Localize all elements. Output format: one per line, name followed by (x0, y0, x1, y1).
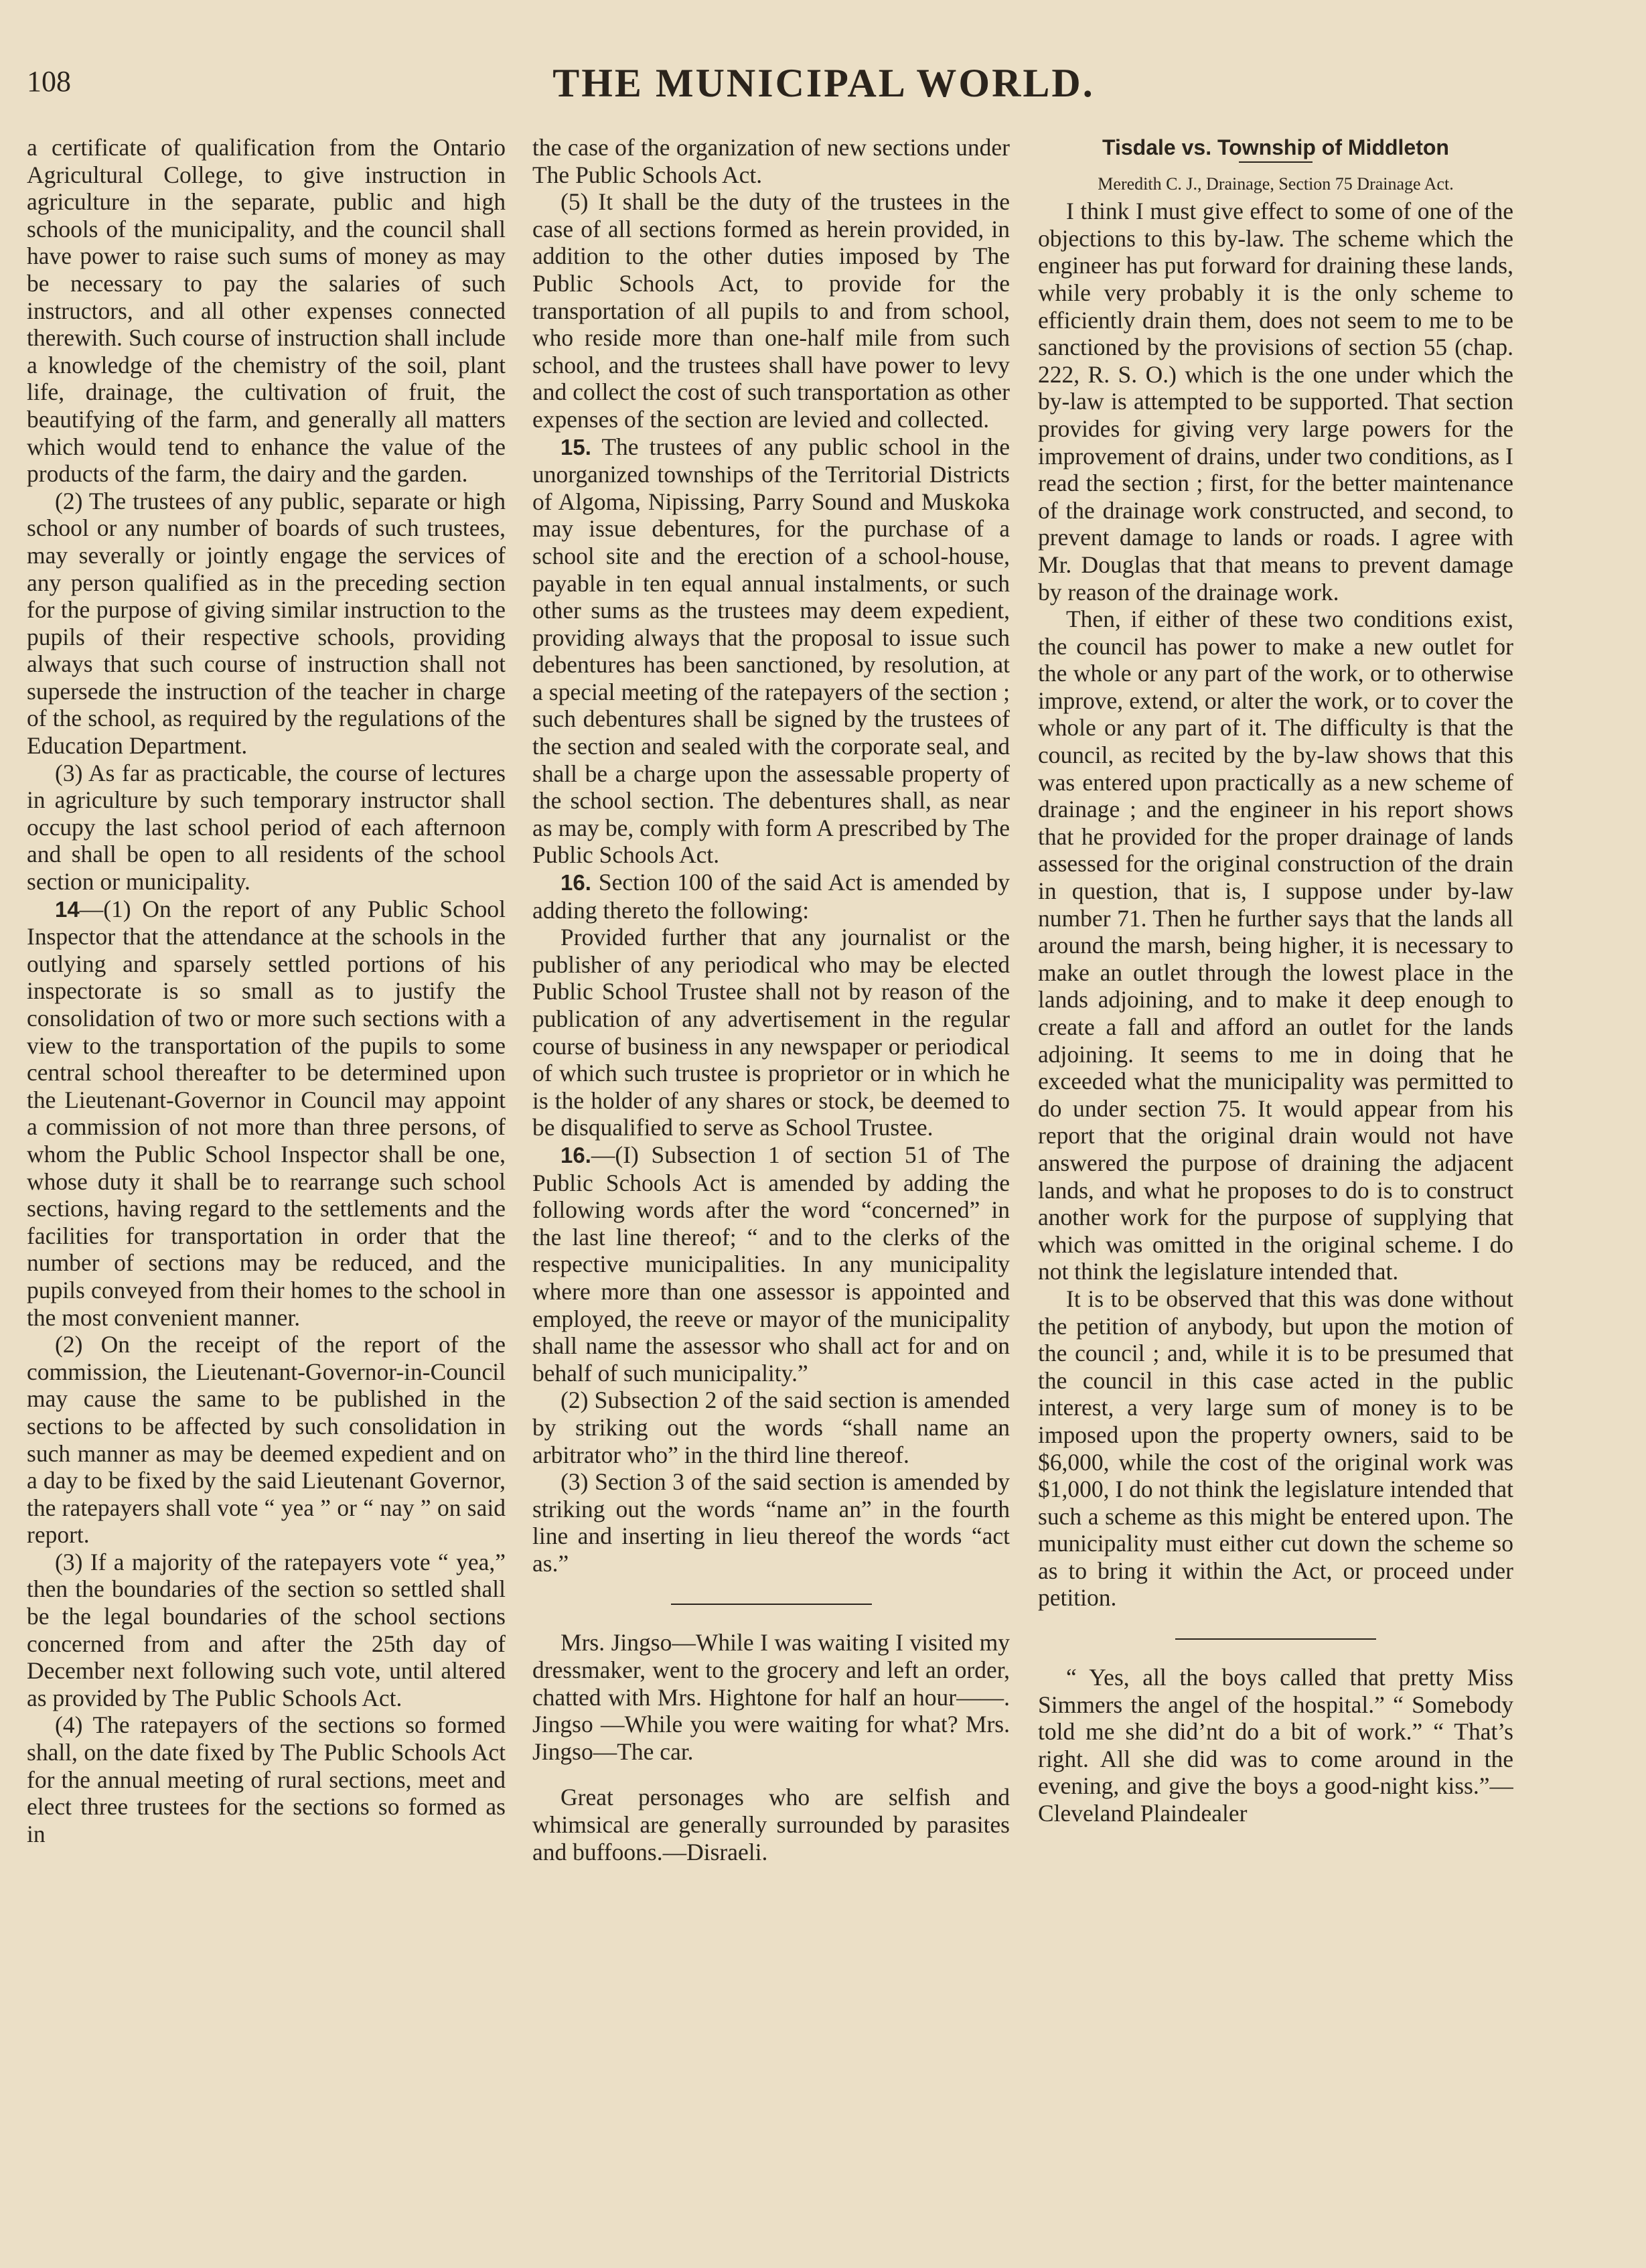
column-1 (27, 134, 506, 2241)
paragraph: the case of the organization of new sections under The Public Schools Act. (532, 134, 1010, 188)
page-header (27, 60, 1621, 107)
section-16-amendment (532, 869, 1010, 924)
section-text: —(1) On the report of any Public School Inspector that the attendance at the schools in the outlying and sparsely settled portions of his inspectorate is so small as to justify the consolidation of two or more such sections with a view to the transportation of the pupils to some central school thereafter to be determined upon the Lieutenant-Governor in Council may appoint a commission of not more than three persons, of whom the Public School Inspector shall be one, whose duty it shall be to rearrange such school sections, having regard to the settlements and the facilities for transportation in order that the number of sections may be reduced, and the pupils conveyed from their homes to the school in the most convenient manner. (27, 895, 506, 1331)
page-number: 108 (27, 65, 71, 98)
section-16-subsection (532, 1141, 1010, 1387)
paragraph: I think I must give effect to some of one of the objections to this by-law. The scheme which the engineer has put forward for draining these lands, while very probably it is the only scheme to efficiently drain them, does not seem to me to be sanctioned by the provisions of section 55 (chap. 222, R. S. O.) which is the one under which the by-law is attempted to be supported. That section provides for giving very large powers for the improvement of drains, under two conditions, as I read the section ; first, for the better maintenance of the drainage work constructed, and second, to prevent damage to lands or roads. I agree with Mr. Douglas that that means to prevent damage by reason of the drainage work. (1038, 198, 1513, 606)
paragraph: (5) It shall be the duty of the trustees in the case of all sections formed as herein provided, in addition to the other duties imposed by The Public Schools Act, to provide for the transportation of all pupils to and from school, who reside more than one-half mile from such school, and the trustees shall have power to levy and collect the cost of such transportation as other expenses of the section are levied and collected. (532, 188, 1010, 433)
section-divider (671, 1604, 872, 1605)
paragraph: (2) The trustees of any public, separate or high school or any number of boards of such trustees, may severally or jointly engage the services of any person qualified as in the preceding section for the purpose of giving similar instruction to the pupils of their respective schools, providing always that such course of instruction shall not supersede the instruction of the teacher in charge of the school, as required by the regulations of the Education Department. (27, 487, 506, 760)
column-3 (1038, 134, 1513, 2241)
case-subtitle: Meredith C. J., Drainage, Section 75 Drainage Act. (1098, 173, 1454, 194)
paragraph: (2) Subsection 2 of the said section is amended by striking out the words “shall name an arbitrator who” in the third line thereof. (532, 1387, 1010, 1468)
column-2 (532, 134, 1010, 2241)
section-number: 16. (560, 870, 591, 896)
paragraph: (2) On the receipt of the report of the commission, the Lieutenant-Governor-in-Council may cause the same to be published in the sections to be affected by such consolidation in such manner as may be deemed expedient and on a day to be fixed by the said Lieutenant Governor, the ratepayers shall vote “ yea ” or “ nay ” on said report. (27, 1331, 506, 1549)
paragraph: (4) The ratepayers of the sections so formed shall, on the date fixed by The Public Schools Act for the annual meeting of rural sections, meet and elect three trustees for the sections so formed as in (27, 1711, 506, 1847)
section-number: 16. (560, 1142, 591, 1167)
quote-paragraph: Great personages who are selfish and whimsical are generally surrounded by parasites and buffoons.—Disraeli. (532, 1784, 1010, 1865)
case-title: Tisdale vs. Township of Middleton (1102, 135, 1449, 159)
paragraph: (3) If a majority of the ratepayers vote “ yea,” then the boundaries of the section so settled shall be the legal boundaries of the school sections concerned from and after the 25th day of December next following such vote, until altered as provided by The Public Schools Act. (27, 1548, 506, 1711)
section-text: —(I) Subsection 1 of section 51 of The Public Schools Act is amended by adding the following words after the word “concerned” in the last line thereof; “ and to the clerks of the respective municipalities. In any municipality where more than one assessor is appointed and employed, the reeve or mayor of the municipality shall name the assessor who shall act for and on behalf of such municipality.” (532, 1141, 1010, 1387)
paragraph: (3) As far as practicable, the course of lectures in agriculture by such temporary instructor shall occupy the last school period of each afternoon and shall be open to all residents of the school section or municipality. (27, 759, 506, 896)
journal-title: THE MUNICIPAL WORLD. (552, 61, 1095, 105)
anecdote-paragraph: Mrs. Jingso—While I was waiting I visited my dressmaker, went to the grocery and left an order, chatted with Mrs. Hightone for half an hour——. Jingso —While you were waiting for what? Mrs. Jingso—The car. (532, 1629, 1010, 1765)
paragraph: (3) Section 3 of the said section is amended by striking out the words “name an” in the fourth line and inserting in lieu thereof the words “act as.” (532, 1468, 1010, 1577)
title-rule (1239, 161, 1313, 163)
section-14 (27, 896, 506, 1332)
section-number: 15. (560, 434, 591, 459)
paragraph: Then, if either of these two conditions exist, the council has power to make a new outlet for the whole or any part of the work, or to otherwise improve, extend, or alter the work, or to cover the whole or any part of it. The difficulty is that the council, as recited by the by-law shows that this was entered upon practically as a new scheme of drainage ; and the engineer in his report shows that he provided for the proper drainage of lands assessed for the original construction of the drain in question, that is, I suppose under by-law number 71. Then he further says that the lands all around the marsh, being higher, it is necessary to make an outlet through the lowest place in the lands adjoining, and to make it deep enough to create a fall and afford an outlet for the lands adjoining. It seems to me in doing that he exceeded what the municipality was permitted to do under section 75. It would appear from his report that the original drain would not have answered the purpose of draining the adjacent lands, and what he proposes to do is to construct another work for the purpose of supplying that which was omitted in the original scheme. I do not think the legislature intended that. (1038, 606, 1513, 1285)
joke-paragraph: “ Yes, all the boys called that pretty Miss Simmers the angel of the hospital.” “ Somebody told me she did’nt do a bit of work.” “ That’s right. All she did was to come around in the evening, and give the boys a good-night kiss.”—Cleveland Plaindealer (1038, 1664, 1513, 1827)
section-text: Section 100 of the said Act is amended by adding thereto the following: (532, 869, 1010, 924)
section-number: 14 (55, 896, 80, 922)
paragraph: a certificate of qualification from the Ontario Agricultural College, to give instruction in agriculture in the separate, public and high schools of the municipality, and the council shall have power to raise such sums of money as may be necessary to pay the salaries of such instructors, and all other expenses connected therewith. Such course of instruction shall include a knowledge of the chemistry of the soil, plant life, drainage, the cultivation of fruit, the beautifying of the farm, and generally all matters which would tend to enhance the value of the products of the farm, the dairy and the garden. (27, 134, 506, 488)
proviso-paragraph: Provided further that any journalist or the publisher of any periodical who may be elected Public School Trustee shall not by reason of the publication of any advertisement in the regular course of business in any newspaper or periodical of which such trustee is proprietor or in which he is the holder of any shares or stock, be deemed to be disqualified to serve as School Trustee. (532, 924, 1010, 1141)
section-15 (532, 433, 1010, 869)
section-divider (1175, 1638, 1376, 1640)
paragraph: It is to be observed that this was done without the petition of anybody, but upon the motion of the council ; and, while it is to be presumed that the council in this case acted in the public interest, a very large sum of money is to be imposed upon the property owners, said to be $6,000, while the cost of the original work was $1,000, I do not think the legislature intended that such a scheme as this might be entered upon. The municipality must either cut down the scheme so as to bring it within the Act, or proceed under petition. (1038, 1285, 1513, 1612)
section-text: The trustees of any public school in the unorganized townships of the Territorial Districts of Algoma, Nipissing, Parry Sound and Muskoka may issue debentures, for the purchase of a school site and the erection of a school-house, payable in ten equal annual instalments, or such other sums as the trustees may deem expedient, providing always that the proposal to issue such debentures has been sanctioned, by resolution, at a special meeting of the ratepayers of the section ; such debentures shall be signed by the trustees of the section and sealed with the corporate seal, and shall be a charge upon the assessable property of the school section. The debentures shall, as near as may be, comply with form A prescribed by The Public Schools Act. (532, 433, 1010, 869)
